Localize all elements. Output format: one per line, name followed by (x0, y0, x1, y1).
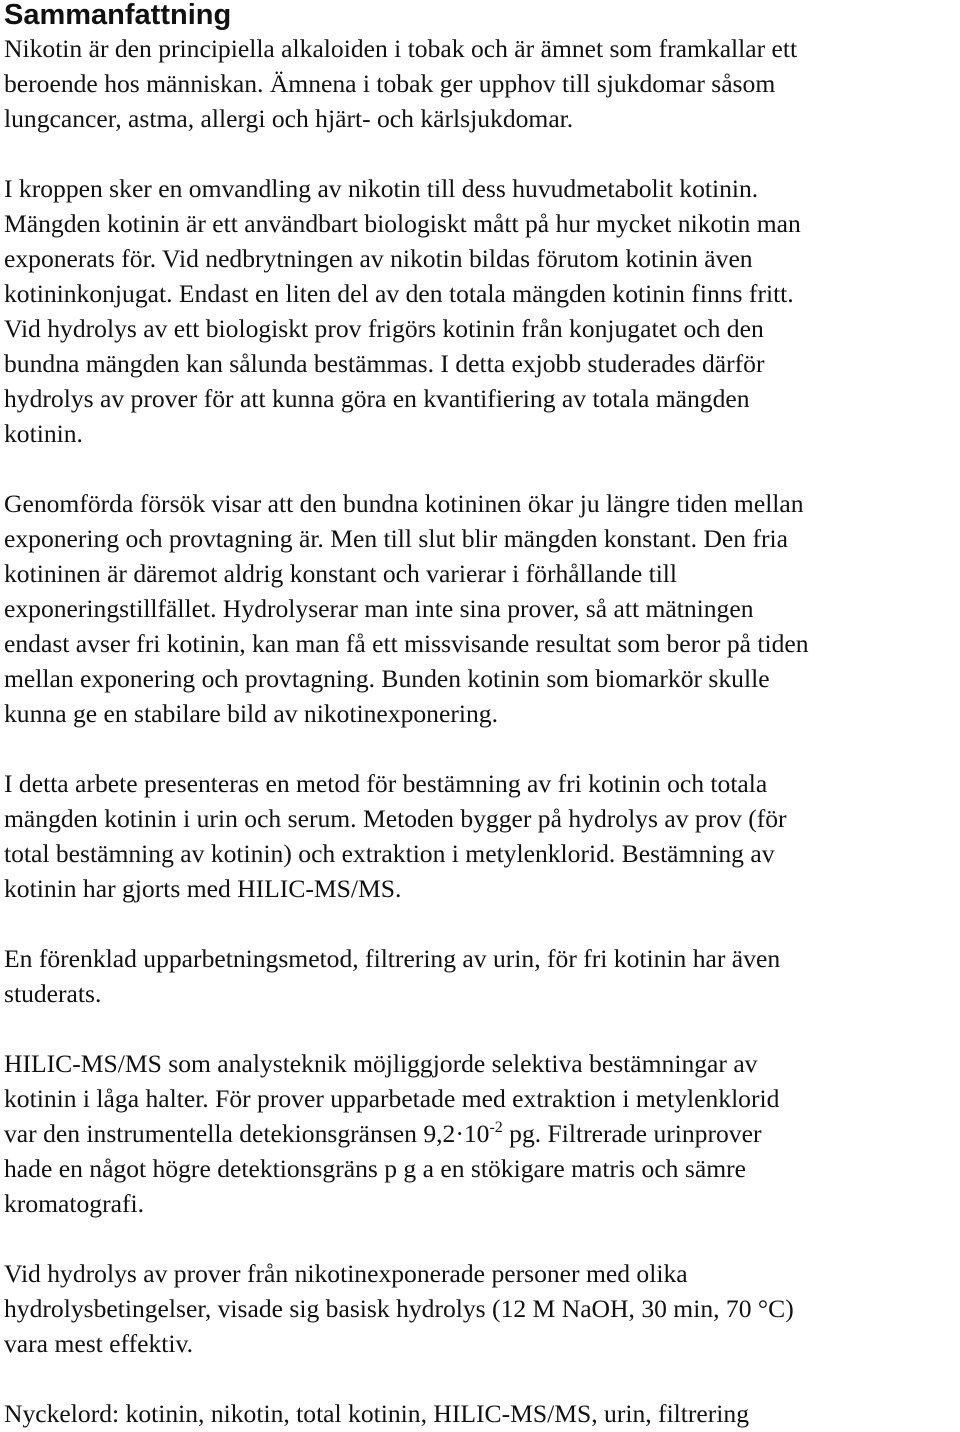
paragraph-filtration: En förenklad upparbetningsmetod, filtrering av urin, för fri kotinin har även studerats. (4, 944, 781, 1008)
section-heading: Sammanfattning (4, 0, 232, 31)
detection-text-after: pg. Filtrerade urinprover hade en något högre detektionsgräns p g a en stökigare matris och sämre kromatografi. (4, 1119, 762, 1218)
detection-text-before: HILIC-MS/MS som analysteknik möjliggjorde selektiva bestämningar av kotinin i låga halter. För prover upparbetade med extraktion i metylenklorid var den instrumentella detekionsgränsen 9,2·10 (4, 1049, 780, 1148)
exponent: -2 (489, 1119, 503, 1136)
document-page (4, 0, 956, 1431)
paragraph-intro: Nikotin är den principiella alkaloiden i tobak och är ämnet som framkallar ett beroende hos människan. Ämnena i tobak ger upphov till sjukdomar såsom lungcancer, astma, allergi och hjärt- och kärlsjukdomar. (4, 34, 798, 133)
paragraph-metabolism: I kroppen sker en omvandling av nikotin till dess huvudmetabolit kotinin. Mängden kotinin är ett användbart biologiskt mått på hur mycket nikotin man exponerats för. Vid nedbrytningen av nikotin bildas förutom kotinin även kotininkonjugat. Endast en liten del av den totala mängden kotinin finns fritt. Vid hydrolys av ett biologiskt prov frigörs kotinin från konjugatet och den bundna mängden kan sålunda bestämmas. I detta exjobb studerades därför hydrolys av prover för att kunna göra en kvantifiering av totala mängden kotinin. (4, 174, 801, 448)
paragraph-method: I detta arbete presenteras en metod för bestämning av fri kotinin och totala mängden kotinin i urin och serum. Metoden bygger på hydrolys av prov (för total bestämning av kotinin) och extraktion i metylenklorid. Bestämning av kotinin har gjorts med HILIC-MS/MS. (4, 769, 787, 903)
paragraph-hydrolysis: Vid hydrolys av prover från nikotinexponerade personer med olika hydrolysbetingelser, visade sig basisk hydrolys (12 M NaOH, 30 min, 70 °C) vara mest effektiv. (4, 1259, 794, 1358)
paragraph-spacer (4, 451, 956, 486)
paragraph-spacer (4, 1361, 956, 1396)
paragraph-results: Genomförda försök visar att den bundna kotininen ökar ju längre tiden mellan exponering och provtagning är. Men till slut blir mängden konstant. Den fria kotininen är däremot aldrig konstant och varierar i förhållande till exponeringstillfället. Hydrolyserar man inte sina prover, så att mätningen endast avser fri kotinin, kan man få ett missvisande resultat som beror på tiden mellan exponering och provtagning. Bunden kotinin som biomarkör skulle kunna ge en stabilare bild av nikotinexponering. (4, 489, 809, 728)
paragraph-detection-limit (4, 1046, 956, 1221)
paragraph-spacer (4, 906, 956, 941)
paragraph-keywords: Nyckelord: kotinin, nikotin, total kotinin, HILIC-MS/MS, urin, filtrering (4, 1399, 750, 1428)
paragraph-spacer (4, 1221, 956, 1256)
paragraph-spacer (4, 136, 956, 171)
paragraph-spacer (4, 1011, 956, 1046)
paragraph-spacer (4, 731, 956, 766)
